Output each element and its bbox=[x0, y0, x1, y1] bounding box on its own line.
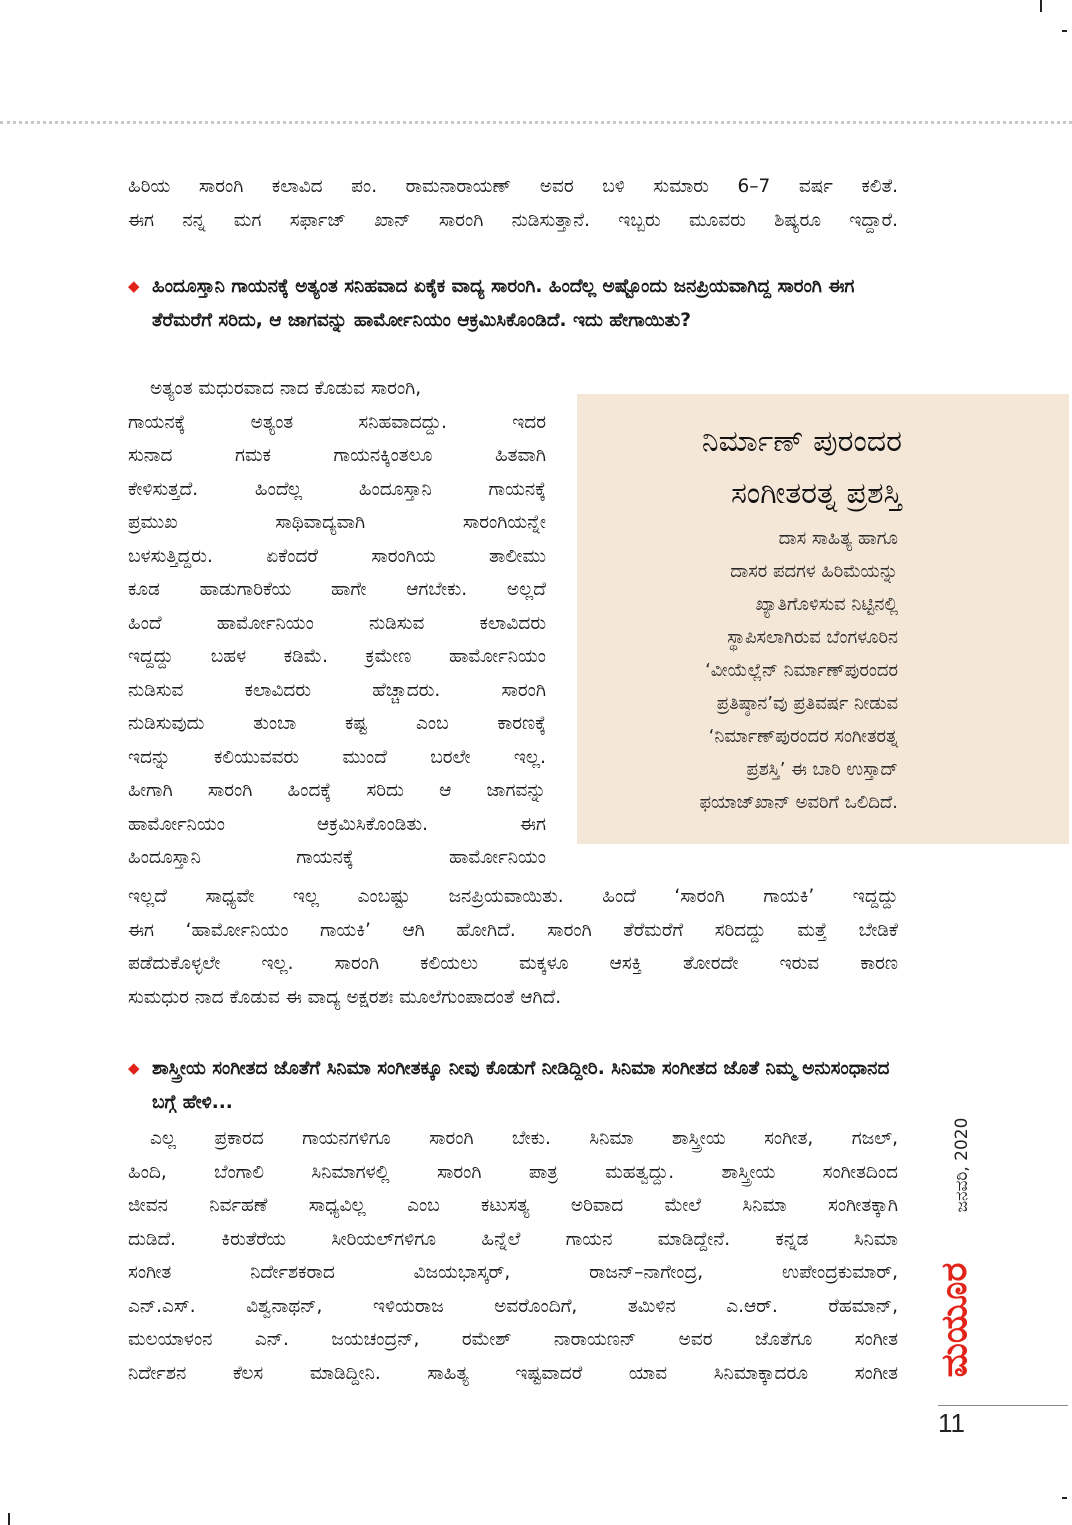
column-line: ಸುನಾದ ಗಮಕ ಗಾಯನಕ್ಕಿಂತಲೂ ಹಿತವಾಗಿ bbox=[128, 445, 546, 466]
question-2 bbox=[128, 1052, 898, 1119]
intro-paragraph bbox=[128, 170, 898, 237]
column-line: ಅತ್ಯಂತ ಮಧುರವಾದ ನಾದ ಕೊಡುವ ಸಾರಂಗಿ, bbox=[150, 378, 422, 399]
body-line: ಎನ್.ಎಸ್. ವಿಶ್ವನಾಥನ್, ಇಳಿಯರಾಜ ಅವರೊಂದಿಗೆ, ತಮಿಳಿನ ಎ.ಆರ್. ರೆಹಮಾನ್, bbox=[128, 1295, 898, 1317]
column-line: ಬಳಸುತ್ತಿದ್ದರು. ಏಕೆಂದರೆ ಸಾರಂಗಿಯ ತಾಲೀಮು bbox=[128, 545, 546, 567]
column-line: ನುಡಿಸುವ ಕಲಾವಿದರು ಹೆಚ್ಚಾದರು. ಸಾರಂಗಿ bbox=[128, 679, 546, 701]
issue-date bbox=[942, 1100, 982, 1230]
body-line: ಸಂಗೀತ ನಿರ್ದೇಶಕರಾದ ವಿಜಯಭಾಸ್ಕರ್, ರಾಜನ್–ನಾಗೇಂದ್ರ, ಉಪೇಂದ್ರಕುಮಾರ್, bbox=[128, 1262, 898, 1283]
award-body-line: ಖ್ಯಾತಿಗೊಳಿಸುವ ನಿಟ್ಟಿನಲ್ಲಿ bbox=[755, 594, 898, 615]
crop-mark-top bbox=[1040, 0, 1042, 12]
answer-2 bbox=[128, 1122, 898, 1390]
body-line: ಹಿಂದಿ, ಬೆಂಗಾಲಿ ಸಿನಿಮಾಗಳಲ್ಲಿ ಸಾರಂಗಿ ಪಾತ್ರ ಮಹತ್ವದ್ದು. ಶಾಸ್ತ್ರೀಯ ಸಂಗೀತದಿಂದ bbox=[128, 1161, 898, 1183]
column-line: ಹೀಗಾಗಿ ಸಾರಂಗಿ ಹಿಂದಕ್ಕೆ ಸರಿದು ಆ ಜಾಗವನ್ನು bbox=[128, 780, 546, 801]
answer-1-continuation bbox=[128, 880, 898, 1014]
award-body-line: ‘ನಿರ್ಮಾಣ್‌ಪುರಂದರ ಸಂಗೀತರತ್ನ bbox=[708, 726, 898, 747]
answer-1-column bbox=[128, 372, 546, 875]
award-body-line: ಪ್ರಶಸ್ತಿ’ ಈ ಬಾರಿ ಉಸ್ತಾದ್ bbox=[746, 759, 898, 780]
column-line: ನುಡಿಸುವುದು ತುಂಬಾ ಕಷ್ಟ ಎಂಬ ಕಾರಣಕ್ಕೆ bbox=[128, 713, 546, 734]
column-line: ಕೇಳಿಸುತ್ತದೆ. ಹಿಂದೆಲ್ಲ ಹಿಂದೂಸ್ತಾನಿ ಗಾಯನಕ್ಕೆ bbox=[128, 478, 546, 500]
body-line: ನಿರ್ದೇಶನ ಕೆಲಸ ಮಾಡಿದ್ದೀನಿ. ಸಾಹಿತ್ಯ ಇಷ್ಟವಾದರೆ ಯಾವ ಸಿನಿಮಾಕ್ಕಾದರೂ ಸಂಗೀತ bbox=[128, 1362, 898, 1384]
issue-date-text: ಜನವರಿ, 2020 bbox=[952, 1117, 972, 1213]
body-line: ಜೀವನ ನಿರ್ವಹಣೆ ಸಾಧ್ಯವಿಲ್ಲ ಎಂಬ ಕಟುಸತ್ಯ ಅರಿವಾದ ಮೇಲೆ ಸಿನಿಮಾ ಸಂಗೀತಕ್ಕಾಗಿ bbox=[128, 1195, 898, 1216]
crop-mark-top-right bbox=[1062, 30, 1067, 32]
page-number-rule bbox=[938, 1405, 1068, 1406]
award-body-line: ‘ವೀಯೆಲ್ಲೆನ್ ನಿರ್ಮಾಣ್‌ಪುರಂದರ bbox=[705, 660, 898, 681]
question-1 bbox=[128, 270, 898, 337]
page-number: 11 bbox=[938, 1408, 965, 1438]
dotted-separator bbox=[0, 121, 1072, 124]
column-line: ಇದ್ದದ್ದು ಬಹಳ ಕಡಿಮೆ. ಕ್ರಮೇಣ ಹಾರ್ಮೋನಿಯಂ bbox=[128, 646, 546, 667]
column-line: ಹಿಂದೆ ಹಾರ್ಮೋನಿಯಂ ನುಡಿಸುವ ಕಲಾವಿದರು bbox=[128, 612, 546, 634]
award-body-line: ದಾಸ ಸಾಹಿತ್ಯ ಹಾಗೂ bbox=[778, 528, 898, 549]
column-line: ಇದನ್ನು ಕಲಿಯುವವರು ಮುಂದೆ ಬರಲೇ ಇಲ್ಲ. bbox=[128, 746, 546, 768]
column-line: ಹಿಂದೂಸ್ತಾನಿ ಗಾಯನಕ್ಕೆ ಹಾರ್ಮೋನಿಯಂ bbox=[128, 847, 546, 868]
bullet-diamond-icon: ◆ bbox=[128, 277, 140, 295]
body-line: ಇಲ್ಲದೆ ಸಾಧ್ಯವೇ ಇಲ್ಲ ಎಂಬಷ್ಟು ಜನಪ್ರಿಯವಾಯಿತು. ಹಿಂದೆ ‘ಸಾರಂಗಿ ಗಾಯಕಿ’ ಇದ್ದದ್ದು bbox=[128, 886, 898, 907]
column-line: ಕೂಡ ಹಾಡುಗಾರಿಕೆಯ ಹಾಗೇ ಆಗಬೇಕು. ಅಲ್ಲದೆ bbox=[128, 579, 546, 600]
magazine-logo-icon bbox=[932, 1240, 980, 1400]
award-body-line: ಪ್ರತಿಷ್ಠಾನ’ವು ಪ್ರತಿವರ್ಷ ನೀಡುವ bbox=[716, 693, 898, 714]
award-box-body bbox=[590, 522, 898, 819]
body-line: ಈಗ ‘ಹಾರ್ಮೋನಿಯಂ ಗಾಯಕಿ’ ಆಗಿ ಹೋಗಿದೆ. ಸಾರಂಗಿ ತೆರೆಮರೆಗೆ ಸರಿದದ್ದು ಮತ್ತೆ ಬೇಡಿಕೆ bbox=[128, 919, 898, 941]
intro-line: ಹಿರಿಯ ಸಾರಂಗಿ ಕಲಾವಿದ ಪಂ. ರಾಮನಾರಾಯಣ್ ಅವರ ಬಳಿ ಸುಮಾರು 6–7 ವರ್ಷ ಕಲಿತೆ. bbox=[128, 176, 898, 197]
magazine-logo bbox=[932, 1240, 980, 1400]
question-text: ಹಿಂದೂಸ್ತಾನಿ ಗಾಯನಕ್ಕೆ ಅತ್ಯಂತ ಸನಿಹವಾದ ಏಕೈಕ ವಾದ್ಯ ಸಾರಂಗಿ. ಹಿಂದೆಲ್ಲ ಅಷ್ಟೊಂದು ಜನಪ್ರಿಯವಾಗಿದ್ದ ಸಾರಂಗಿ ಈಗ ತೆರೆಮರೆಗೆ ಸರಿದು, ಆ ಜಾಗವನ್ನು ಹಾರ್ಮೋನಿಯಂ ಆಕ್ರಮಿಸಿಕೊಂಡಿದೆ. ಇದು ಹೇಗಾಯಿತು? bbox=[152, 276, 855, 331]
body-line: ಸುಮಧುರ ನಾದ ಕೊಡುವ ಈ ವಾದ್ಯ ಅಕ್ಷರಶಃ ಮೂಲೆಗುಂಪಾದಂತೆ ಆಗಿದೆ. bbox=[128, 986, 562, 1008]
body-line: ಮಲಯಾಳಂನ ಎನ್. ಜಯಚಂದ್ರನ್, ರಮೇಶ್ ನಾರಾಯಣನ್ ಅವರ ಜೊತೆಗೂ ಸಂಗೀತ bbox=[128, 1329, 898, 1350]
column-line: ಪ್ರಮುಖ ಸಾಥಿವಾದ್ಯವಾಗಿ ಸಾರಂಗಿಯನ್ನೇ bbox=[128, 512, 546, 533]
award-box-title bbox=[562, 416, 902, 520]
award-title-line: ನಿರ್ಮಾಣ್ ಪುರಂದರ bbox=[701, 424, 902, 459]
body-line: ಎಲ್ಲ ಪ್ರಕಾರದ ಗಾಯನಗಳಿಗೂ ಸಾರಂಗಿ ಬೇಕು. ಸಿನಿಮಾ ಶಾಸ್ತ್ರೀಯ ಸಂಗೀತ, ಗಜಲ್, bbox=[150, 1128, 898, 1149]
award-title-line: ಸಂಗೀತರತ್ನ ಪ್ರಶಸ್ತಿ bbox=[731, 476, 902, 511]
award-body-line: ದಾಸರ ಪದಗಳ ಹಿರಿಮೆಯನ್ನು bbox=[730, 561, 898, 582]
award-body-line: ಸ್ಥಾಪಿಸಲಾಗಿರುವ ಬೆಂಗಳೂರಿನ bbox=[727, 627, 898, 648]
column-line: ಗಾಯನಕ್ಕೆ ಅತ್ಯಂತ ಸನಿಹವಾದದ್ದು. ಇದರ bbox=[128, 411, 546, 433]
crop-mark-bottom-left bbox=[8, 1513, 10, 1525]
question-text: ಶಾಸ್ತ್ರೀಯ ಸಂಗೀತದ ಜೊತೆಗೆ ಸಿನಿಮಾ ಸಂಗೀತಕ್ಕೂ ನೀವು ಕೊಡುಗೆ ನೀಡಿದ್ದೀರಿ. ಸಿನಿಮಾ ಸಂಗೀತದ ಜೊತೆ ನಿಮ್ಮ ಅನುಸಂಧಾನದ ಬಗ್ಗೆ ಹೇಳಿ... bbox=[152, 1058, 890, 1113]
intro-line: ಈಗ ನನ್ನ ಮಗ ಸರ್ಫಾಜ್ ಖಾನ್ ಸಾರಂಗಿ ನುಡಿಸುತ್ತಾನೆ. ಇಬ್ಬರು ಮೂವರು ಶಿಷ್ಯರೂ ಇದ್ದಾರೆ. bbox=[128, 209, 898, 231]
body-line: ಪಡೆದುಕೊಳ್ಳಲೇ ಇಲ್ಲ. ಸಾರಂಗಿ ಕಲಿಯಲು ಮಕ್ಕಳೂ ಆಸಕ್ತಿ ತೋರದೇ ಇರುವ ಕಾರಣ bbox=[128, 953, 898, 974]
award-body-line: ಫಯಾಜ್‌ಖಾನ್ ಅವರಿಗೆ ಒಲಿದಿದೆ. bbox=[699, 792, 898, 813]
column-line: ಹಾರ್ಮೋನಿಯಂ ಆಕ್ರಮಿಸಿಕೊಂಡಿತು. ಈಗ bbox=[128, 813, 546, 835]
body-line: ದುಡಿದೆ. ಕಿರುತೆರೆಯ ಸೀರಿಯಲ್‌ಗಳಿಗೂ ಹಿನ್ನೆಲೆ ಗಾಯನ ಮಾಡಿದ್ದೇನೆ. ಕನ್ನಡ ಸಿನಿಮಾ bbox=[128, 1228, 898, 1250]
bullet-diamond-icon: ◆ bbox=[128, 1059, 140, 1077]
crop-mark-bottom-right bbox=[1062, 1497, 1067, 1499]
magazine-logo-text: ಮಯೂರ bbox=[934, 1262, 975, 1378]
